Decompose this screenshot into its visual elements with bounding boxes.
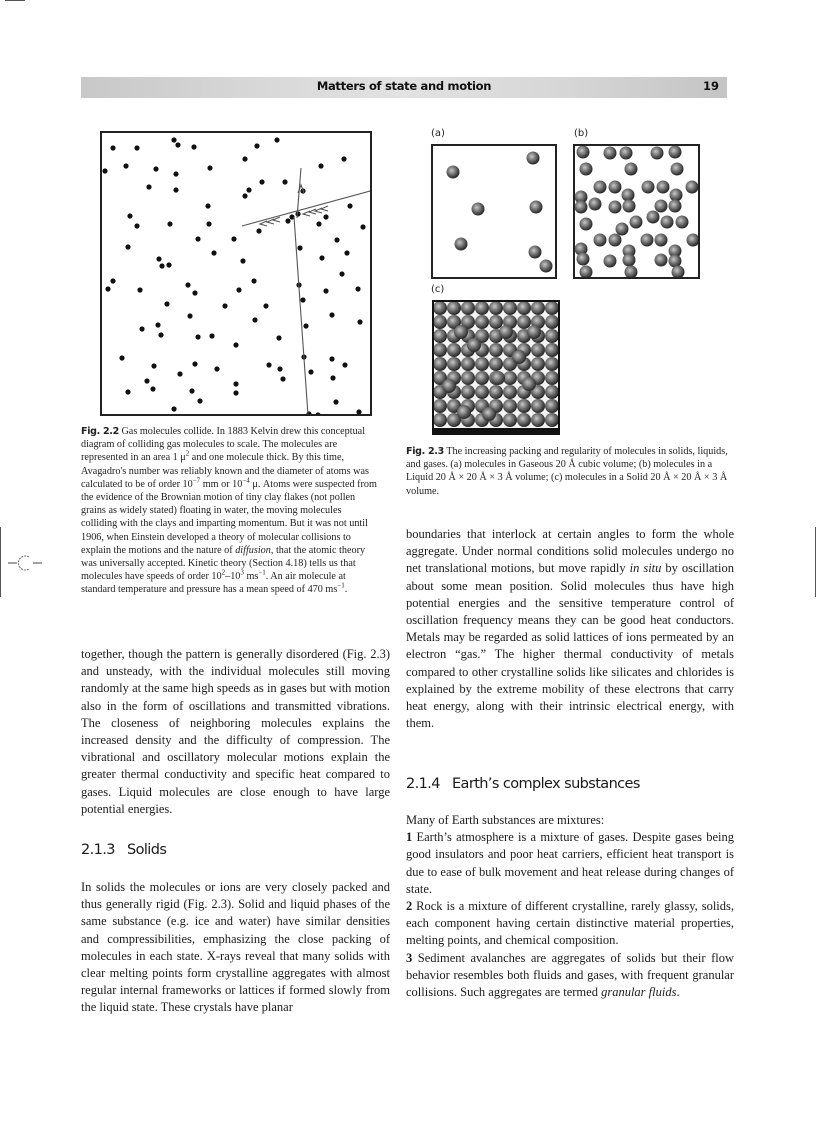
panel-label-a: (a) [431, 128, 445, 139]
list-text: Earth’s atmosphere is a mixture of gases. Despite gases being good insulators and poor heat carriers, efficient heat transport is due to ease of bulk movement and heat release during changes of state. [406, 830, 734, 896]
superscript: −1 [337, 582, 345, 591]
italic-term: diffusion [235, 544, 271, 556]
gas-molecules-diagram [433, 146, 555, 277]
running-head [81, 77, 727, 98]
paragraph-solids: In solids the molecules or ions are very closely packed and thus generally rigid (Fig. 2.3). Solid and liquid phases of the same substance (e.g. ice and water) have similar densities and compressibilities, emphasizing the close packing of molecules in each state. X-rays reveal that many solids with clear melting points form crystalline aggregates with almost regular internal frameworks or lattices if formed slowly from the liquid state. These crystals have planar [81, 880, 390, 1015]
caption-text: , that the atomic theory was universally accepted. Kinetic theory (Section 4.18) tells us that molecules have speeds of order 10 [81, 544, 366, 583]
figure-2-3-caption [406, 445, 732, 498]
superscript: 2 [221, 568, 226, 577]
superscript: 3 [240, 568, 244, 577]
list-number: 2 [406, 899, 413, 914]
section-number: 2.1.3 [81, 842, 115, 858]
crop-mark-top [5, 0, 25, 1]
gas-collision-diagram [102, 133, 370, 414]
section-number: 2.1.4 [406, 776, 440, 792]
caption-text: The increasing packing and regularity of molecules in solids, liquids, and gases. (a) molecules in Gaseous 20 Å cubic volume; (b) molecules in a Liquid 20 Å × 20 Å × 3 Å volume; (c) molecules in a Solid 20 Å × 20 Å × 3 Å volume. [406, 446, 728, 497]
italic-term: in situ [629, 561, 662, 576]
figure-label: Fig. 2.3 [406, 446, 444, 457]
panel-b-liquid [573, 144, 700, 279]
panel-label-b: (b) [574, 128, 589, 139]
earth-substances-list [406, 812, 734, 1001]
body-text: boundaries that interlock at certain angles to form the whole aggregate. Under normal conditions solid molecules undergo no net translational motions, but move rapidly [406, 527, 734, 576]
section-heading-2-1-4 [406, 776, 640, 792]
list-item [406, 829, 734, 898]
list-intro: Many of Earth substances are mixtures: [406, 813, 605, 827]
liquid-molecules-diagram [575, 146, 698, 277]
list-text: . [676, 985, 680, 1000]
caption-text: μ. Atoms were suspected from the evidence of the Brownian motion of tiny clay flakes (not pollen grains as widely stated) floating in water, the moving molecules colliding with the clays and imparting momentum. But it was not until 1906, when Einstein developed a theory of molecular collisions to explain the motions and the nature of [81, 478, 377, 556]
caption-text: mm or 10 [200, 478, 243, 490]
margin-mark-left [0, 527, 1, 597]
paragraph-solids-continued [406, 526, 734, 732]
paragraph-liquids-continued: together, though the pattern is generally disordered (Fig. 2.3) and unsteady, with the individual molecules still moving randomly at the same high speeds as in gases but with motion also in the form of oscillations and transmitted vibrations. The closeness of neighboring molecules explains the increased density and the difficulty of compression. The vibrational and oscillatory molecular motions explain the greater thermal conductivity and specific heat compared to gases. Liquid molecules are close enough to have large potential energies. [81, 647, 390, 816]
figure-2-2-kelvin-gas-diagram [100, 131, 372, 416]
registration-mark-icon [8, 551, 42, 575]
italic-term: granular fluids [601, 985, 677, 1000]
caption-text: . [344, 584, 348, 596]
superscript: 2 [185, 450, 190, 459]
list-item [406, 898, 734, 950]
superscript: −1 [258, 568, 266, 577]
section-title: Solids [127, 842, 167, 858]
running-head-title: Matters of state and motion [316, 79, 492, 93]
superscript: −4 [242, 476, 250, 485]
superscript: −7 [192, 476, 201, 485]
caption-text: –10 [225, 571, 241, 583]
section-heading-2-1-3 [81, 842, 166, 858]
caption-text: ms [243, 571, 259, 583]
page-number: 19 [702, 79, 719, 93]
caption-text: . An air molecule at standard temperature and pressure has a mean speed of 470 ms [81, 571, 346, 596]
panel-a-gas [431, 144, 557, 279]
list-number: 1 [406, 830, 413, 845]
list-text: Sediment avalanches are aggregates of solids but their flow behavior resembles both fluids and gases, with frequent granular collisions. Such aggregates are termed [406, 950, 734, 1000]
panel-c-solid [432, 300, 560, 435]
caption-text: and one molecule thick. By this time, Avagadro's number was reliably known and the diameter of atoms was calculated to be of order 10 [81, 452, 369, 490]
list-item [406, 950, 734, 1002]
figure-2-2-caption [81, 425, 378, 597]
solid-lattice-diagram [434, 302, 558, 433]
section-title: Earth’s complex substances [452, 776, 640, 792]
caption-text: Gas molecules collide. In 1883 Kelvin drew this conceptual diagram of colliding gas molecules to scale. The molecules are represented in an area 1 μ [81, 426, 366, 464]
body-text: by oscillation about some mean position. Solid molecules thus have high potential energies and the sensitive temperature control of oscillation frequency means they can be good heat conductors. Metals may be regarded as solid lattices of ions permeated by an electron “gas.” The higher thermal conductivity of metals compared to other crystalline solids like silicates and chlorides is explained by the extreme mobility of these electrons that carry heat energy, along with their intrinsic electrical energy, with them. [406, 561, 734, 731]
list-text: Rock is a mixture of different crystalline, rarely glassy, solids, each component having certain distinctive material properties, melting points, and chemical composition. [406, 899, 734, 948]
panel-label-c: (c) [431, 284, 445, 295]
list-number: 3 [406, 950, 413, 965]
figure-label: Fig. 2.2 [81, 426, 119, 437]
